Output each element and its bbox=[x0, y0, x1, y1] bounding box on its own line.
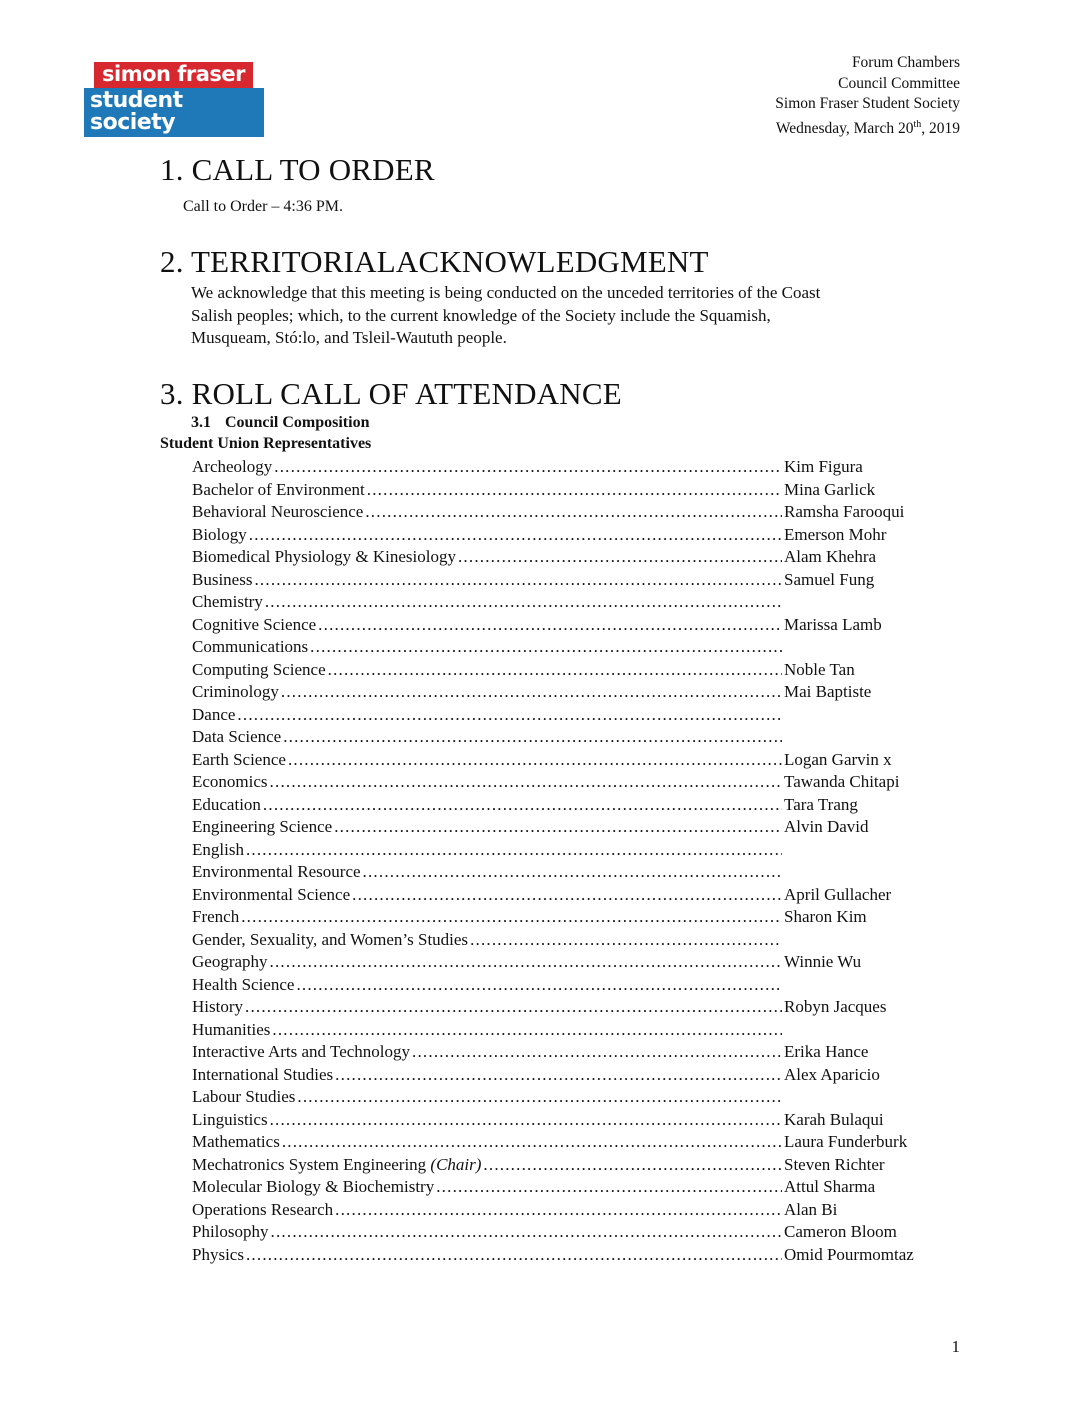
department-name bbox=[192, 457, 274, 477]
department-name bbox=[192, 840, 246, 860]
roster-row bbox=[192, 1155, 952, 1178]
roster-department-cell bbox=[192, 862, 782, 882]
roster-department-cell bbox=[192, 795, 782, 815]
roster-department-cell bbox=[192, 975, 782, 995]
dot-leader bbox=[237, 705, 782, 725]
dot-leader bbox=[335, 1200, 782, 1220]
roster-department-cell bbox=[192, 660, 782, 680]
department-name bbox=[192, 547, 458, 567]
dot-leader bbox=[246, 1245, 782, 1265]
header-date-sup: th bbox=[913, 118, 922, 130]
roster-department-cell bbox=[192, 1065, 782, 1085]
section-heading-call-to-order: 1. CALL TO ORDER bbox=[160, 152, 435, 187]
roster-row bbox=[192, 952, 952, 975]
roster-row bbox=[192, 1222, 952, 1245]
roster-list bbox=[192, 457, 952, 1267]
chair-note: (Chair) bbox=[430, 1154, 482, 1174]
roster-row bbox=[192, 1020, 952, 1043]
dot-leader bbox=[283, 727, 782, 747]
representative-name: Sharon Kim bbox=[784, 907, 867, 926]
meeting-header bbox=[775, 53, 960, 140]
roster-department-cell bbox=[192, 1087, 782, 1107]
department-name-text: Mathematics bbox=[192, 1132, 280, 1151]
roster-department-cell bbox=[192, 1245, 782, 1265]
department-name bbox=[192, 705, 237, 725]
department-name-text: Dance bbox=[192, 704, 236, 724]
dot-leader bbox=[288, 750, 782, 770]
department-name bbox=[192, 1222, 271, 1242]
roster-row bbox=[192, 1177, 952, 1200]
department-name-text: Computing Science bbox=[192, 659, 326, 679]
dot-leader bbox=[367, 480, 782, 500]
group-title-student-union: Student Union Representatives bbox=[160, 435, 372, 452]
roster-row bbox=[192, 637, 952, 660]
dot-leader bbox=[335, 1065, 782, 1085]
dot-leader bbox=[270, 772, 782, 792]
subsection-council-composition bbox=[191, 414, 369, 432]
sfss-logo bbox=[84, 62, 264, 137]
logo-line-1: simon fraser bbox=[94, 62, 253, 88]
department-name-text: Earth Science bbox=[192, 749, 286, 769]
roster-row bbox=[192, 840, 952, 863]
roster-department-cell bbox=[192, 480, 782, 500]
roster-department-cell bbox=[192, 547, 782, 567]
roster-department-cell bbox=[192, 525, 782, 545]
roster-row bbox=[192, 547, 952, 570]
dot-leader bbox=[365, 502, 782, 522]
department-name-text: Health Science bbox=[192, 974, 295, 994]
roster-department-cell bbox=[192, 1042, 782, 1062]
department-name bbox=[192, 772, 270, 792]
dot-leader bbox=[254, 570, 782, 590]
department-name-text: Data Science bbox=[192, 727, 282, 746]
department-name-text: Linguistics bbox=[192, 1109, 268, 1129]
roster-row bbox=[192, 480, 952, 503]
representative-name: Alam Khehra bbox=[784, 547, 877, 566]
header-location: Forum Chambers bbox=[851, 54, 960, 71]
representative-name: Tawanda Chitapi bbox=[784, 772, 900, 791]
department-name bbox=[192, 795, 263, 815]
representative-name: Alex Aparicio bbox=[784, 1064, 880, 1084]
call-to-order-text: Call to Order – 4:36 PM. bbox=[183, 198, 343, 215]
header-date-prefix: Wednesday, March 20 bbox=[775, 119, 914, 137]
department-name-text: French bbox=[192, 907, 240, 926]
department-name-text: Geography bbox=[192, 952, 268, 971]
department-name-text: Interactive Arts and Technology bbox=[192, 1042, 411, 1061]
section-heading-roll-call: 3. ROLL CALL OF ATTENDANCE bbox=[160, 376, 622, 411]
representative-name: Noble Tan bbox=[784, 659, 855, 679]
department-name-text: Operations Research bbox=[192, 1199, 334, 1219]
roster-department-cell bbox=[192, 1110, 782, 1130]
representative-name: Mai Baptiste bbox=[784, 682, 872, 701]
representative-name: Alvin David bbox=[784, 817, 869, 836]
department-name bbox=[192, 930, 470, 950]
dot-leader bbox=[245, 997, 782, 1017]
department-name-text: Business bbox=[192, 569, 253, 589]
representative-name: Tara Trang bbox=[784, 794, 858, 814]
department-name bbox=[192, 1020, 272, 1040]
roster-department-cell bbox=[192, 637, 782, 657]
roster-department-cell bbox=[192, 502, 782, 522]
roster-department-cell bbox=[192, 885, 782, 905]
department-name bbox=[192, 727, 283, 747]
roster-row bbox=[192, 930, 952, 953]
representative-name: Emerson Mohr bbox=[784, 524, 887, 544]
department-name bbox=[192, 862, 363, 882]
dot-leader bbox=[272, 1020, 782, 1040]
representative-name: Erika Hance bbox=[784, 1042, 869, 1061]
department-name bbox=[192, 907, 241, 927]
acknowledgment-line-2: Salish peoples; which, to the current knowledge of the Society include the Squamish, bbox=[191, 305, 771, 325]
dot-leader bbox=[241, 907, 782, 927]
department-name-text: Chemistry bbox=[192, 592, 263, 611]
roster-row bbox=[192, 457, 952, 480]
department-name bbox=[192, 952, 270, 972]
roster-row bbox=[192, 1110, 952, 1133]
department-name-text: Behavioral Neuroscience bbox=[192, 502, 364, 521]
department-name-text: Biomedical Physiology & Kinesiology bbox=[192, 547, 456, 566]
roster-department-cell bbox=[192, 570, 782, 590]
department-name-text: Molecular Biology & Biochemistry bbox=[192, 1177, 435, 1196]
department-name-text: Bachelor of Environment bbox=[192, 479, 365, 499]
roster-department-cell bbox=[192, 727, 782, 747]
roster-department-cell bbox=[192, 1200, 782, 1220]
representative-name: Kim Figura bbox=[784, 457, 863, 476]
department-name bbox=[192, 660, 328, 680]
dot-leader bbox=[310, 637, 782, 657]
department-name bbox=[192, 1042, 412, 1062]
department-name-text: Mechatronics System Engineering bbox=[192, 1154, 427, 1174]
department-name bbox=[192, 1245, 246, 1265]
dot-leader bbox=[282, 1132, 782, 1152]
roster-department-cell bbox=[192, 1177, 782, 1197]
department-name bbox=[192, 1155, 483, 1175]
representative-name: Omid Pourmomtaz bbox=[784, 1244, 914, 1264]
dot-leader bbox=[352, 885, 782, 905]
roster-row bbox=[192, 1065, 952, 1088]
section-heading-territorial-acknowledgment: 2. TERRITORIALACKNOWLEDGMENT bbox=[160, 244, 709, 279]
representative-name: Cameron Bloom bbox=[784, 1222, 897, 1241]
roster-row bbox=[192, 1200, 952, 1223]
department-name-text: Communications bbox=[192, 637, 309, 656]
roster-row bbox=[192, 750, 952, 773]
department-name bbox=[192, 525, 249, 545]
representative-name: Karah Bulaqui bbox=[784, 1109, 884, 1129]
representative-name: Ramsha Farooqui bbox=[784, 502, 905, 521]
dot-leader bbox=[334, 817, 782, 837]
dot-leader bbox=[263, 795, 782, 815]
department-name bbox=[192, 570, 254, 590]
roster-department-cell bbox=[192, 682, 782, 702]
roster-department-cell bbox=[192, 817, 782, 837]
roster-row bbox=[192, 885, 952, 908]
department-name-text: Gender, Sexuality, and Women’s Studies bbox=[192, 929, 469, 949]
header-date bbox=[775, 115, 960, 140]
roster-department-cell bbox=[192, 997, 782, 1017]
representative-name: Logan Garvin x bbox=[784, 749, 892, 769]
roster-department-cell bbox=[192, 907, 782, 927]
roster-row bbox=[192, 1042, 952, 1065]
acknowledgment-text bbox=[191, 282, 820, 350]
representative-name: Alan Bi bbox=[784, 1199, 838, 1219]
roster-row bbox=[192, 727, 952, 750]
dot-leader bbox=[271, 1222, 782, 1242]
representative-name: Steven Richter bbox=[784, 1154, 885, 1174]
dot-leader bbox=[328, 660, 782, 680]
dot-leader bbox=[436, 1177, 782, 1197]
department-name-text: International Studies bbox=[192, 1064, 334, 1084]
dot-leader bbox=[470, 930, 782, 950]
dot-leader bbox=[458, 547, 782, 567]
roster-row bbox=[192, 772, 952, 795]
subsection-number: 3.1 bbox=[191, 414, 211, 431]
dot-leader bbox=[483, 1155, 782, 1175]
header-committee: Council Committee bbox=[838, 74, 960, 92]
department-name bbox=[192, 997, 245, 1017]
roster-row bbox=[192, 1132, 952, 1155]
dot-leader bbox=[318, 615, 782, 635]
department-name-text: Humanities bbox=[192, 1019, 271, 1039]
representative-name: April Gullacher bbox=[784, 884, 892, 904]
department-name bbox=[192, 1132, 282, 1152]
dot-leader bbox=[274, 457, 782, 477]
department-name-text: Economics bbox=[192, 772, 268, 791]
roster-row bbox=[192, 525, 952, 548]
roster-row bbox=[192, 660, 952, 683]
department-name bbox=[192, 975, 296, 995]
department-name-text: Labour Studies bbox=[192, 1087, 296, 1106]
department-name bbox=[192, 502, 365, 522]
representative-name: Attul Sharma bbox=[784, 1177, 876, 1196]
representative-name: Laura Funderburk bbox=[784, 1132, 908, 1151]
representative-name: Mina Garlick bbox=[784, 479, 876, 499]
department-name-text: Criminology bbox=[192, 682, 279, 701]
logo-line-2: student society bbox=[84, 88, 264, 137]
roster-row bbox=[192, 1245, 952, 1268]
roster-department-cell bbox=[192, 592, 782, 612]
department-name bbox=[192, 637, 310, 657]
department-name bbox=[192, 1200, 335, 1220]
dot-leader bbox=[246, 840, 782, 860]
department-name-text: Physics bbox=[192, 1244, 244, 1264]
representative-name: Winnie Wu bbox=[784, 952, 862, 971]
dot-leader bbox=[363, 862, 782, 882]
roster-row bbox=[192, 682, 952, 705]
department-name-text: Engineering Science bbox=[192, 817, 333, 836]
department-name-text: Philosophy bbox=[192, 1222, 269, 1241]
roster-department-cell bbox=[192, 772, 782, 792]
roster-department-cell bbox=[192, 840, 782, 860]
department-name-text: Education bbox=[192, 794, 261, 814]
department-name bbox=[192, 1065, 335, 1085]
representative-name: Robyn Jacques bbox=[784, 997, 887, 1016]
roster-department-cell bbox=[192, 952, 782, 972]
roster-row bbox=[192, 975, 952, 998]
roster-department-cell bbox=[192, 1155, 782, 1175]
department-name bbox=[192, 750, 288, 770]
roster-row bbox=[192, 502, 952, 525]
roster-department-cell bbox=[192, 705, 782, 725]
roster-department-cell bbox=[192, 615, 782, 635]
dot-leader bbox=[249, 525, 782, 545]
dot-leader bbox=[297, 1087, 782, 1107]
dot-leader bbox=[265, 592, 782, 612]
department-name bbox=[192, 615, 318, 635]
department-name bbox=[192, 1110, 270, 1130]
dot-leader bbox=[270, 1110, 782, 1130]
department-name bbox=[192, 480, 367, 500]
department-name bbox=[192, 817, 334, 837]
department-name-text: Cognitive Science bbox=[192, 614, 317, 634]
roster-row bbox=[192, 907, 952, 930]
roster-department-cell bbox=[192, 930, 782, 950]
roster-department-cell bbox=[192, 1132, 782, 1152]
header-date-suffix: , 2019 bbox=[921, 119, 960, 137]
department-name bbox=[192, 592, 265, 612]
roster-department-cell bbox=[192, 750, 782, 770]
dot-leader bbox=[412, 1042, 782, 1062]
roster-department-cell bbox=[192, 457, 782, 477]
representative-name: Samuel Fung bbox=[784, 569, 875, 589]
dot-leader bbox=[270, 952, 782, 972]
dot-leader bbox=[281, 682, 782, 702]
roster-row bbox=[192, 862, 952, 885]
roster-row bbox=[192, 615, 952, 638]
header-organization: Simon Fraser Student Society bbox=[775, 95, 960, 113]
department-name bbox=[192, 1087, 297, 1107]
department-name-text: Environmental Science bbox=[192, 884, 351, 904]
acknowledgment-line-3: Musqueam, Stó:lo, and Tsleil-Waututh people. bbox=[191, 328, 507, 347]
subsection-title: Council Composition bbox=[225, 414, 370, 431]
roster-row bbox=[192, 795, 952, 818]
department-name-text: Biology bbox=[192, 524, 247, 544]
representative-name: Marissa Lamb bbox=[784, 614, 882, 634]
department-name bbox=[192, 1177, 436, 1197]
roster-row bbox=[192, 705, 952, 728]
roster-row bbox=[192, 570, 952, 593]
roster-row bbox=[192, 592, 952, 615]
dot-leader bbox=[296, 975, 782, 995]
department-name bbox=[192, 682, 281, 702]
acknowledgment-line-1: We acknowledge that this meeting is being conducted on the unceded territories of the Coast bbox=[191, 283, 821, 302]
roster-department-cell bbox=[192, 1020, 782, 1040]
roster-row bbox=[192, 817, 952, 840]
roster-row bbox=[192, 997, 952, 1020]
department-name bbox=[192, 885, 352, 905]
roster-department-cell bbox=[192, 1222, 782, 1242]
page-number: 1 bbox=[951, 1337, 960, 1356]
department-name-text: English bbox=[192, 839, 244, 859]
department-name-text: Archeology bbox=[192, 457, 273, 476]
department-name-text: History bbox=[192, 997, 243, 1016]
department-name-text: Environmental Resource bbox=[192, 862, 361, 881]
roster-row bbox=[192, 1087, 952, 1110]
